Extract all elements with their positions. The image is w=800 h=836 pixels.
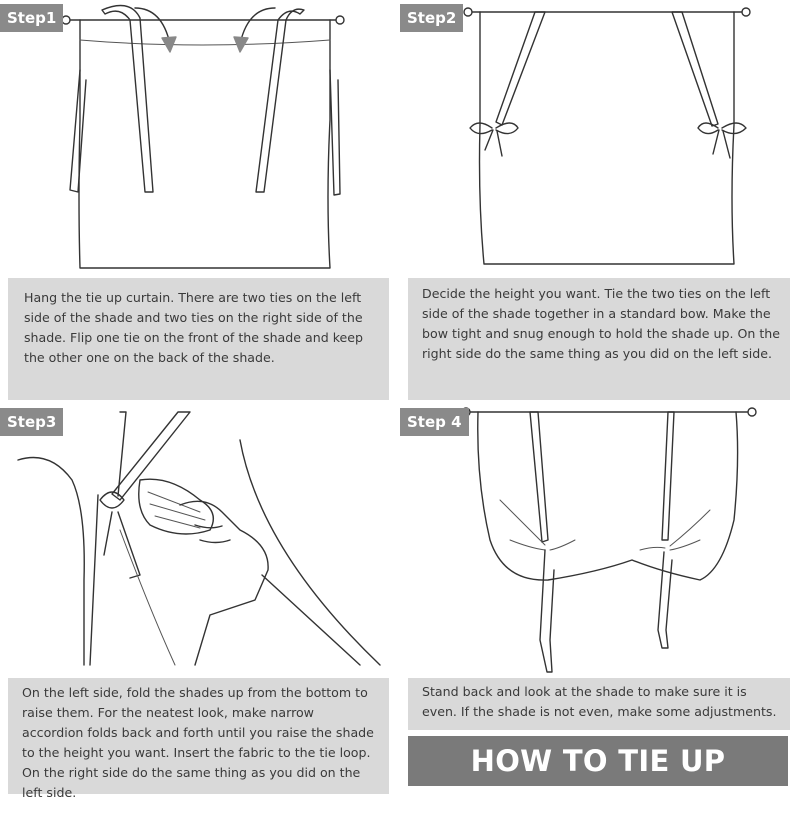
- title-banner: HOW TO TIE UP CURTAIN: [408, 736, 788, 786]
- step3-tag: Step3: [0, 408, 63, 436]
- step1-description: Hang the tie up curtain. There are two ties on the left side of the shade and two ties on the right side of the shade. Flip one tie on the front of the shade and keep the other one on the back of the shade.: [8, 278, 389, 400]
- step3-illustration: [0, 400, 400, 675]
- step1-illustration: [0, 0, 400, 275]
- step2-description: Decide the height you want. Tie the two ties on the left side of the shade together in a standard bow. Make the bow tight and snug enough to hold the shade up. On the right side do the same thing as you did on the left side.: [408, 278, 790, 400]
- step4-illustration: [400, 400, 800, 675]
- step2-tag: Step2: [400, 4, 463, 32]
- step3-description: On the left side, fold the shades up from the bottom to raise them. For the neatest look, make narrow accordion folds back and forth until you raise the shade to the height you want. Insert the fabric to the tie loop. On the right side do the same thing as you did on the left side.: [8, 678, 389, 794]
- step4-description: Stand back and look at the shade to make sure it is even. If the shade is not even, make some adjustments.: [408, 678, 790, 730]
- step4-tag: Step 4: [400, 408, 469, 436]
- step1-tag: Step1: [0, 4, 63, 32]
- step2-illustration: [400, 0, 800, 275]
